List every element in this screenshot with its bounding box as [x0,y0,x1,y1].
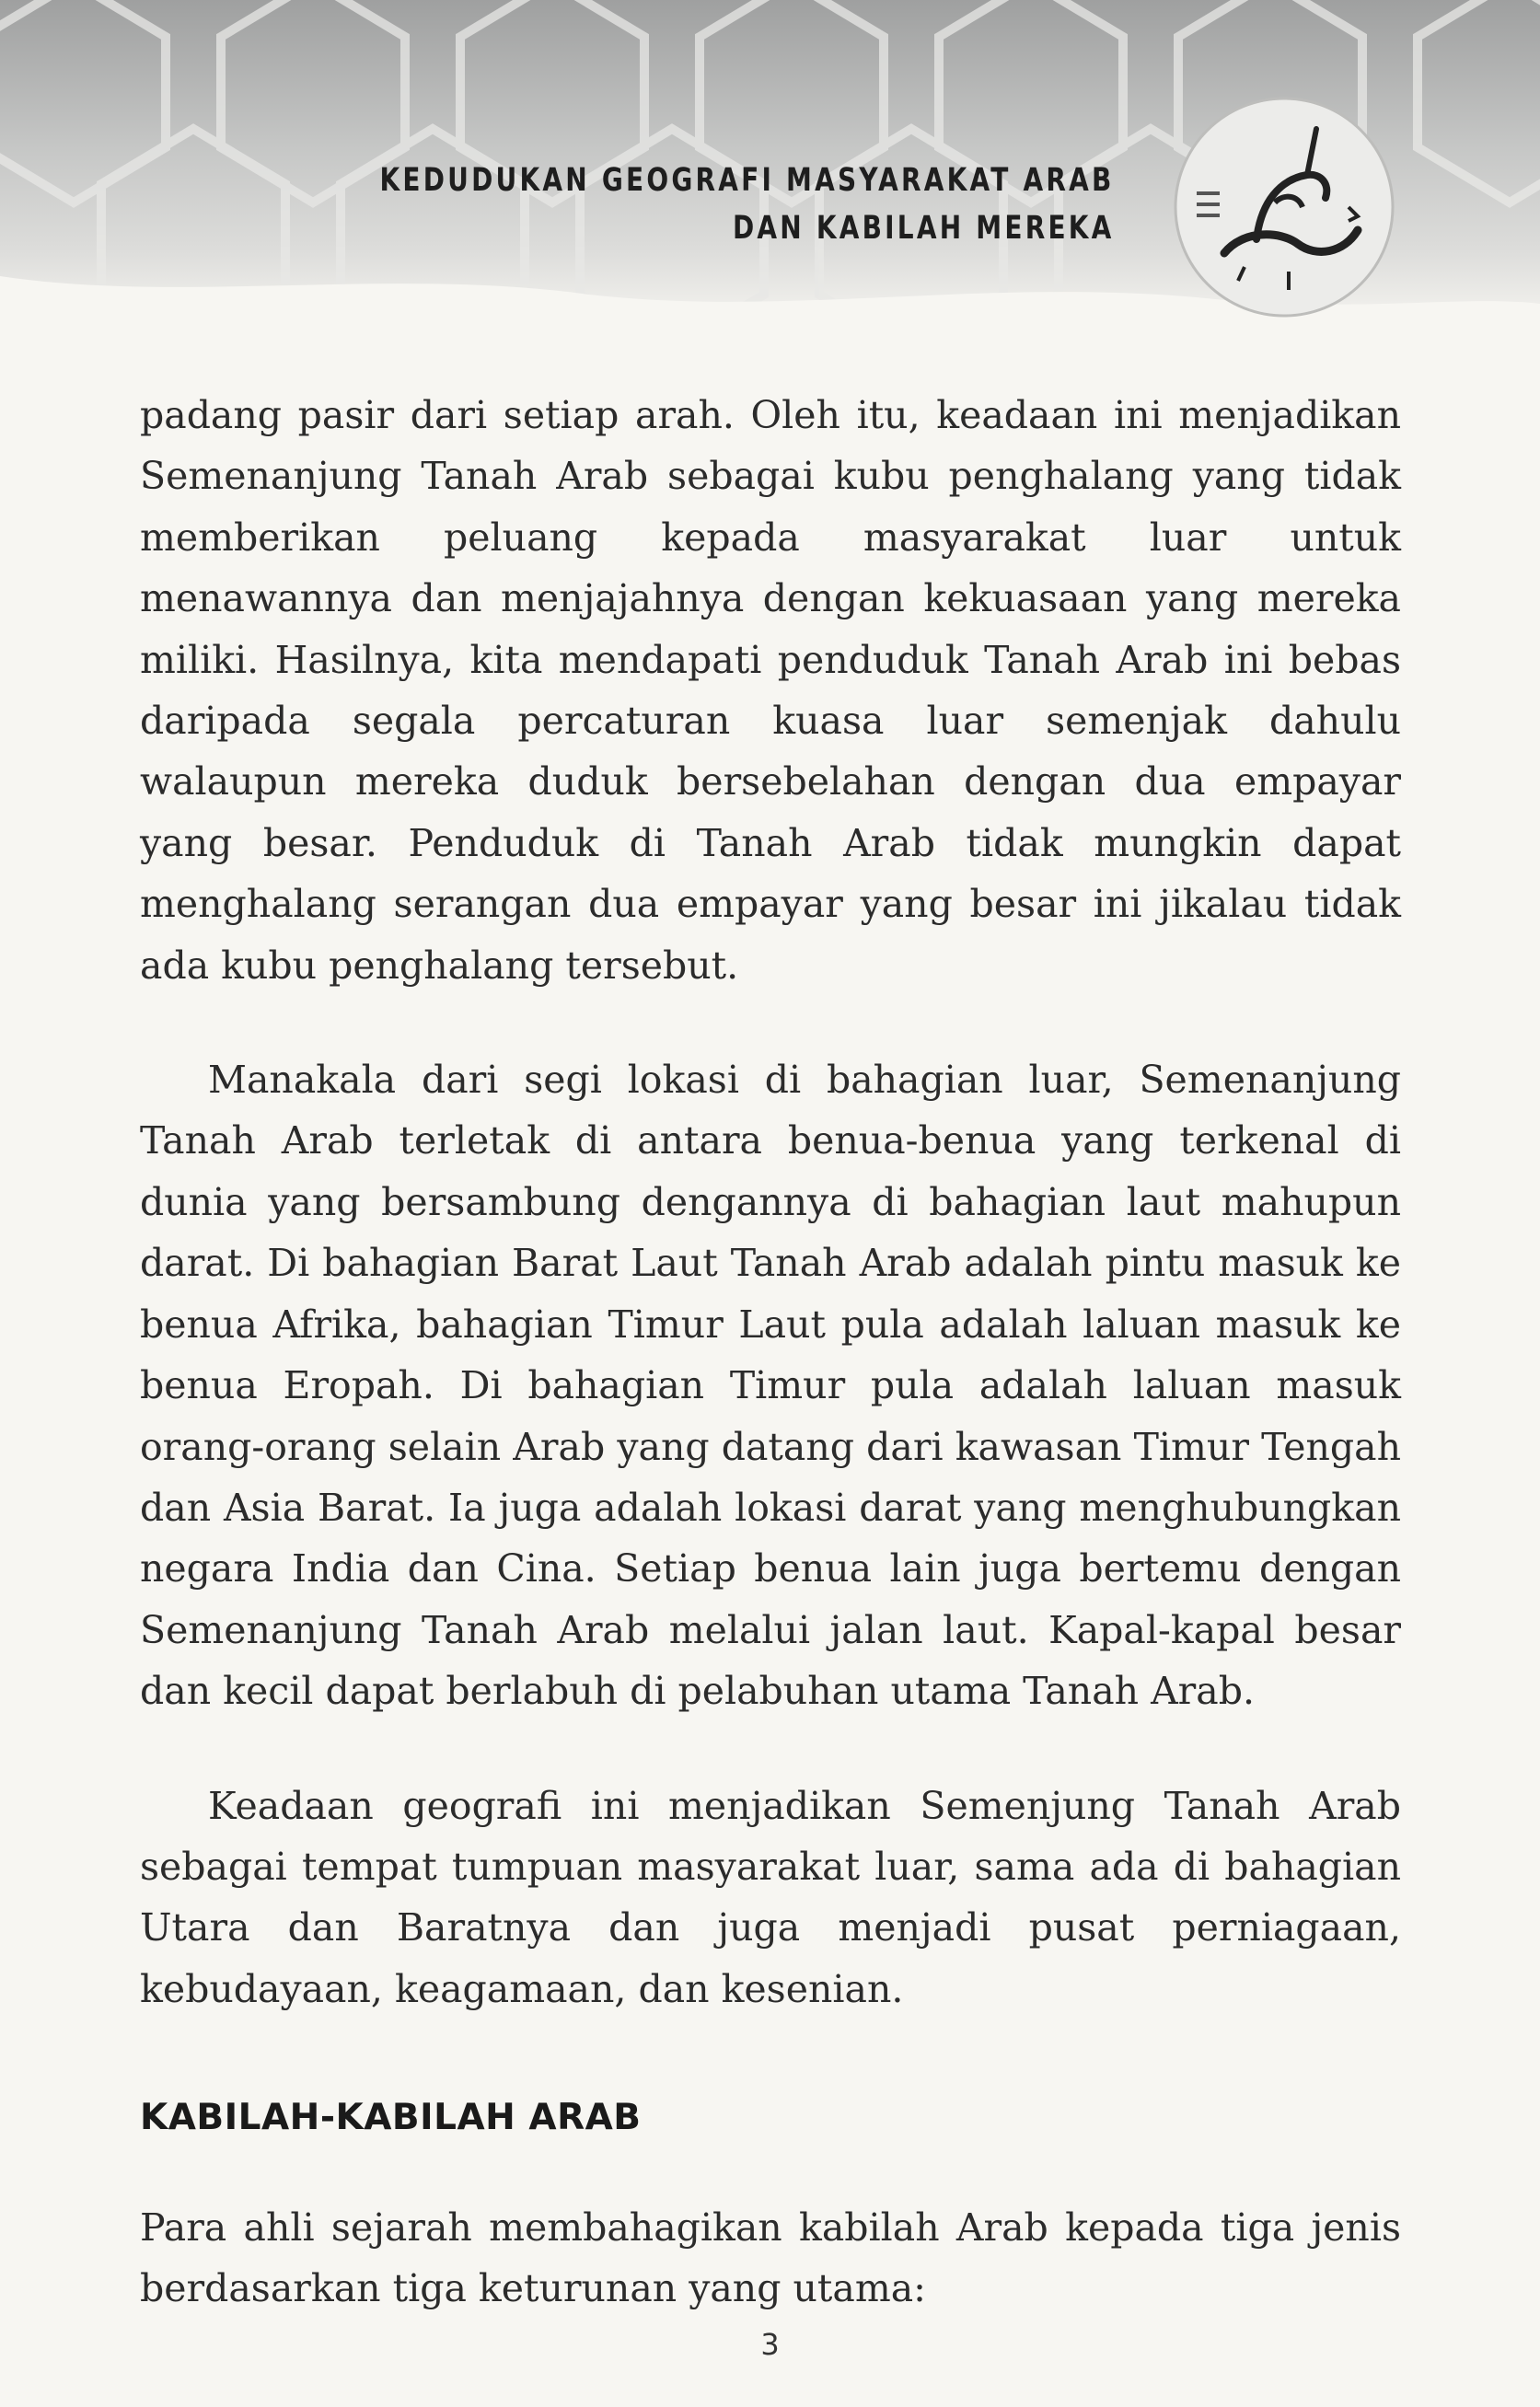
running-header [380,156,1115,252]
page-body [140,385,1401,2319]
section-heading: KABILAH-KABILAH ARAB [140,2097,642,2139]
calligraphy-emblem-icon [1169,92,1399,322]
body-paragraph-2: Manakala dari segi lokasi di bahagian luar, Semenanjung Tanah Arab terletak di antara benua-benua yang terkenal di dunia yang bersambung dengannya di bahagian laut mahupun darat. Di bahagian Barat Laut Tanah Arab adalah pintu masuk ke benua Afrika, bahagian Timur Laut pula adalah laluan masuk ke benua Eropah. Di bahagian Timur pula adalah laluan masuk orang-orang selain Arab yang datang dari kawasan Timur Tengah dan Asia Barat. Ia juga adalah lokasi darat yang menghubungkan negara India dan Cina. Setiap benua lain juga bertemu dengan Semenanjung Tanah Arab melalui jalan laut. Kapal-kapal besar dan kecil dapat berlabuh di pelabuhan utama Tanah Arab. [140,1058,1401,1714]
page-header [0,0,1540,331]
header-title-line1: KEDUDUKAN GEOGRAFI MASYARAKAT ARAB [379,162,1115,199]
body-paragraph-3: Keadaan geografi ini menjadikan Semenjung Tanah Arab sebagai tempat tumpuan masyarakat luar, sama ada di bahagian Utara dan Baratnya dan juga menjadi pusat perniagaan, kebudayaan, keagamaan, dan kesenian. [140,1783,1401,2011]
page-number: 3 [760,2327,780,2362]
header-title-line2: DAN KABILAH MEREKA [733,210,1115,247]
section-paragraph: Para ahli sejarah membahagikan kabilah Arab kepada tiga jenis berdasarkan tiga keturunan yang utama: [140,2204,1401,2310]
body-paragraph-1: padang pasir dari setiap arah. Oleh itu, keadaan ini menjadikan Semenanjung Tanah Arab sebagai kubu penghalang yang tidak memberikan peluang kepada masyarakat luar untuk menawannya dan menjajahnya dengan kekuasaan yang mereka miliki. Hasilnya, kita mendapati penduduk Tanah Arab ini bebas daripada segala percaturan kuasa luar semenjak dahulu walaupun mereka duduk bersebelahan dengan dua empayar yang besar. Penduduk di Tanah Arab tidak mungkin dapat menghalang serangan dua empayar yang besar ini jikalau tidak ada kubu penghalang tersebut. [140,393,1401,988]
